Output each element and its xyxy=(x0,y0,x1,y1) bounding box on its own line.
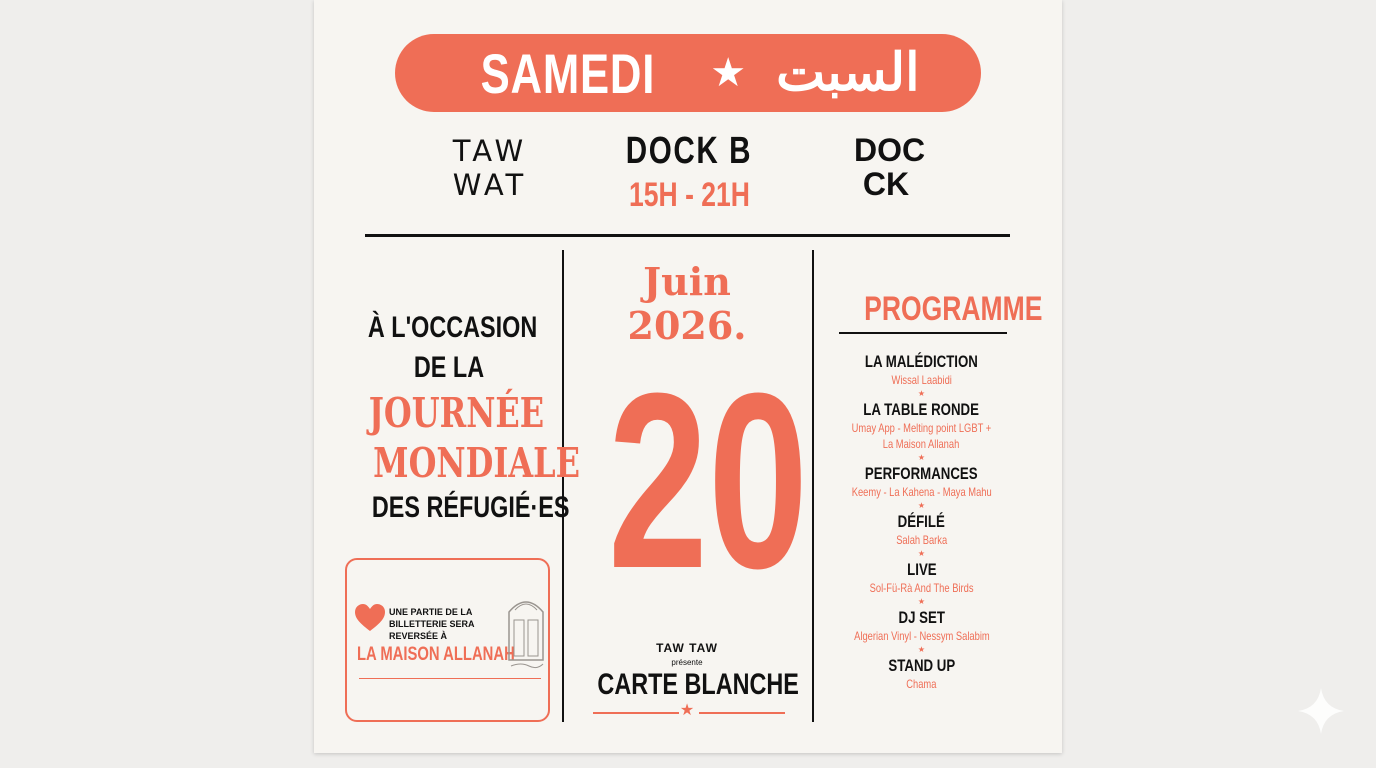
presente-label: présente xyxy=(671,658,703,667)
banner-star-icon: ★ xyxy=(710,51,747,95)
programme-separator-icon: ★ xyxy=(917,549,926,558)
programme-item-sub: Wissal Laabidi xyxy=(891,373,952,387)
programme-underline xyxy=(839,332,1007,334)
programme-item xyxy=(824,656,1019,692)
programme-list xyxy=(824,352,1019,692)
programme-separator-icon: ★ xyxy=(917,645,926,654)
programme-item-name: LA TABLE RONDE xyxy=(863,400,980,419)
maison-allanah-logo xyxy=(505,590,547,670)
day-banner xyxy=(395,34,981,112)
programme-item-name: LIVE xyxy=(906,560,937,579)
programme-item-name: DÉFILÉ xyxy=(897,512,946,531)
programme-item-sub: Umay App - Melting point LGBT + xyxy=(851,421,992,435)
programme-item-name: DJ SET xyxy=(898,608,945,627)
programme-item-sub2: La Maison Allanah xyxy=(883,437,960,451)
programme-item-sub: Keemy - La Kahena - Maya Mahu xyxy=(851,485,992,499)
occasion-line2: DE LA xyxy=(413,351,485,384)
carte-star-icon: ★ xyxy=(679,702,695,719)
event-hours: 15H - 21H xyxy=(628,176,750,214)
date-year: 2026. xyxy=(627,303,747,348)
programme-item-sub: Sol-Fü-Rà And The Birds xyxy=(869,581,974,595)
carte-blanche-title: CARTE BLANCHE xyxy=(597,668,799,701)
heart-icon xyxy=(355,604,385,632)
sparkle-icon xyxy=(1296,686,1346,736)
dock-logo-line2: CK xyxy=(862,166,910,202)
banner-day-ar: السبت xyxy=(776,44,920,102)
date-month: Juin xyxy=(643,259,731,304)
programme-item xyxy=(824,464,1019,512)
programme-separator-icon: ★ xyxy=(917,597,926,606)
venue-name: DOCK B xyxy=(625,130,753,172)
occasion-line1: À L'OCCASION xyxy=(367,311,538,344)
programme-item-name: LA MALÉDICTION xyxy=(865,352,978,371)
ticketing-box xyxy=(345,558,550,722)
programme-item xyxy=(824,400,1019,464)
occasion-line5: DES RÉFUGIÉ·ES xyxy=(371,491,570,524)
programme-separator-icon: ★ xyxy=(917,453,926,462)
date-day: 20 xyxy=(607,341,809,620)
dock-logo xyxy=(854,132,926,203)
ticketing-underline xyxy=(359,678,541,679)
tawtaw-logo-line1: TAW xyxy=(452,134,528,168)
occasion-line3: JOURNÉE xyxy=(368,389,545,437)
programme-item-name: PERFORMANCES xyxy=(865,464,978,483)
programme-item-sub: Salah Barka xyxy=(896,533,947,547)
banner-day-fr: SAMEDI xyxy=(481,41,656,105)
date-month-year xyxy=(569,260,805,348)
programme-item xyxy=(824,560,1019,608)
ticketing-text: UNE PARTIE DE LA BILLETTERIE SERA REVERSÉE À xyxy=(389,607,475,641)
programme-item-sub: Algerian Vinyl - Nessym Salabim xyxy=(853,629,990,643)
header-divider xyxy=(365,234,1010,237)
programme-item xyxy=(824,352,1019,400)
dock-logo-line1: DOC xyxy=(854,132,926,168)
programme-item xyxy=(824,512,1019,560)
programme-separator-icon: ★ xyxy=(917,389,926,398)
maison-allanah-name: LA MAISON ALLANAH xyxy=(357,644,515,665)
occasion-block xyxy=(344,308,581,528)
column-divider-right xyxy=(812,250,814,722)
occasion-line4: MONDIALE xyxy=(373,439,581,487)
carte-underline-right xyxy=(699,712,785,714)
programme-item-sub: Chama xyxy=(906,677,937,691)
programme-title: PROGRAMME xyxy=(864,290,1043,328)
programme-item-name: STAND UP xyxy=(888,656,955,675)
programme-item xyxy=(824,608,1019,656)
carte-underline-left xyxy=(593,712,679,714)
tawtaw-logo xyxy=(438,134,542,204)
tawtaw-logo-line2: WAT xyxy=(452,168,528,202)
event-poster xyxy=(314,0,1062,753)
programme-separator-icon: ★ xyxy=(917,501,926,510)
presenter-name: TAW TAW xyxy=(656,641,718,655)
